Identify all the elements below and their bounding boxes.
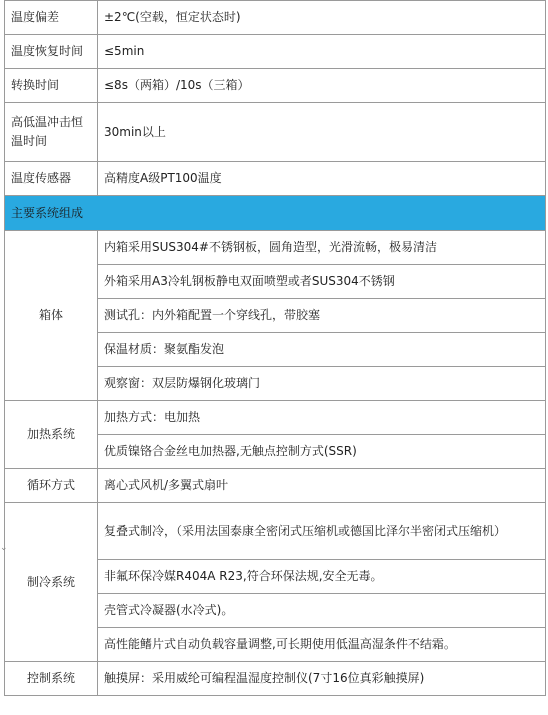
spec-row bbox=[5, 69, 546, 103]
spec-row bbox=[5, 103, 546, 162]
group-item: 壳管式冷凝器(水冷式)。 bbox=[98, 594, 546, 628]
group-label: 控制系统 bbox=[5, 662, 98, 696]
group-item: 非氟环保冷媒R404A R23,符合环保法规,安全无毒。 bbox=[98, 560, 546, 594]
section-header-row bbox=[5, 196, 546, 231]
spec-row bbox=[5, 162, 546, 196]
spec-value: 高精度A级PT100温度 bbox=[98, 162, 546, 196]
section-title: 主要系统组成 bbox=[5, 196, 546, 231]
group-item: 触摸屏：采用威纶可编程温湿度控制仪(7寸16位真彩触摸屏) bbox=[98, 662, 546, 696]
group-label: 循环方式 bbox=[5, 469, 98, 503]
group-item: 复叠式制冷，（采用法国泰康全密闭式压缩机或德国比泽尔半密闭式压缩机） bbox=[98, 503, 546, 560]
group-row bbox=[5, 231, 546, 265]
spec-table bbox=[4, 0, 546, 696]
group-label: 箱体 bbox=[5, 231, 98, 401]
group-item: 测试孔：内外箱配置一个穿线孔，带胶塞 bbox=[98, 299, 546, 333]
group-item: 优质镍铬合金丝电加热器,无触点控制方式(SSR) bbox=[98, 435, 546, 469]
chevron-down-icon[interactable]: ⌄ bbox=[0, 543, 8, 553]
spec-value: ≤5min bbox=[98, 35, 546, 69]
spec-row bbox=[5, 1, 546, 35]
group-item: 高性能鳍片式自动负载容量调整,可长期使用低温高湿条件不结霜。 bbox=[98, 628, 546, 662]
group-item: 离心式风机/多翼式扇叶 bbox=[98, 469, 546, 503]
group-item: 外箱采用A3冷轧钢板静电双面喷塑或者SUS304不锈钢 bbox=[98, 265, 546, 299]
spec-label: 温度偏差 bbox=[5, 1, 98, 35]
group-row bbox=[5, 469, 546, 503]
group-row bbox=[5, 503, 546, 560]
group-row bbox=[5, 662, 546, 696]
group-label: 制冷系统 bbox=[5, 503, 98, 662]
spec-row bbox=[5, 35, 546, 69]
spec-value: ±2℃(空载，恒定状态时) bbox=[98, 1, 546, 35]
spec-label: 温度传感器 bbox=[5, 162, 98, 196]
group-item: 加热方式：电加热 bbox=[98, 401, 546, 435]
group-item: 观察窗：双层防爆钢化玻璃门 bbox=[98, 367, 546, 401]
spec-value: 30min以上 bbox=[98, 103, 546, 162]
group-item: 保温材质：聚氨酯发泡 bbox=[98, 333, 546, 367]
spec-value: ≤8s（两箱）/10s（三箱） bbox=[98, 69, 546, 103]
group-item: 内箱采用SUS304#不锈钢板，圆角造型，光滑流畅，极易清洁 bbox=[98, 231, 546, 265]
spec-label: 温度恢复时间 bbox=[5, 35, 98, 69]
group-row bbox=[5, 401, 546, 435]
spec-label: 高低温冲击恒温时间 bbox=[5, 103, 98, 162]
group-label: 加热系统 bbox=[5, 401, 98, 469]
spec-label: 转换时间 bbox=[5, 69, 98, 103]
